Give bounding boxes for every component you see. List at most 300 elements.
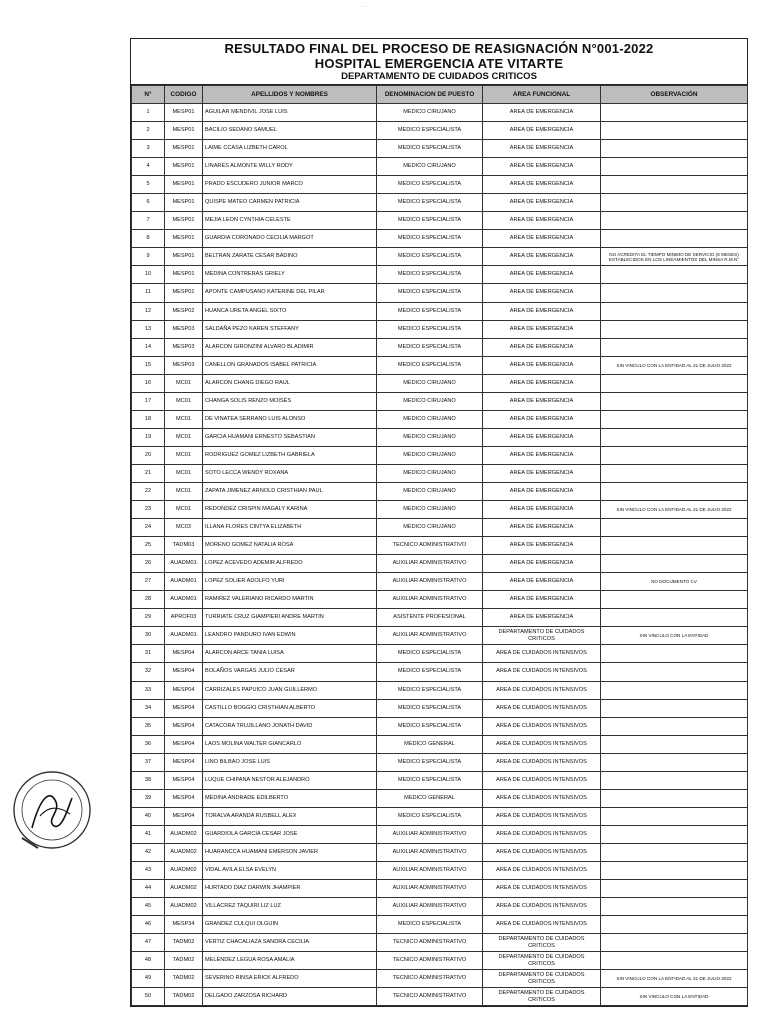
row-observation: SIN VINCULO CON LA ENTIDAD AL 31 DE JULIO 2022 — [601, 970, 748, 988]
row-area: AREA DE CUIDADOS INTENSIVOS — [483, 699, 601, 717]
table-row — [132, 970, 748, 988]
row-name: AGUILAR MENDIVIL JOSE LUIS — [203, 104, 377, 122]
row-area: AREA DE EMERGENCIA — [483, 464, 601, 482]
row-observation: SIN VINCULO CON LA ENTIDAD — [601, 988, 748, 1006]
row-number: 1 — [132, 104, 165, 122]
row-name: MELENDEZ LEGUA ROSA AMALIA — [203, 952, 377, 970]
row-code: MESP01 — [165, 104, 203, 122]
row-position: MEDICO ESPECIALISTA — [377, 699, 483, 717]
col-header-position: DENOMINACION DE PUESTO — [377, 86, 483, 104]
row-name: MEDINA CONTRERAS GRIELY — [203, 266, 377, 284]
row-area: AREA DE EMERGENCIA — [483, 609, 601, 627]
row-area: AREA DE CUIDADOS INTENSIVOS — [483, 789, 601, 807]
row-position: MEDICO ESPECIALISTA — [377, 771, 483, 789]
row-code: MESP01 — [165, 176, 203, 194]
row-code: MESP04 — [165, 681, 203, 699]
row-position: TECNICO ADMINISTRATIVO — [377, 934, 483, 952]
table-row — [132, 699, 748, 717]
row-code: TADM02 — [165, 970, 203, 988]
row-observation — [601, 663, 748, 681]
row-observation — [601, 717, 748, 735]
row-code: MC01 — [165, 464, 203, 482]
table-row — [132, 880, 748, 898]
row-number: 14 — [132, 338, 165, 356]
row-observation: SIN VINCULO CON LA ENTIDAD AL 31 DE JULIO 2022 — [601, 501, 748, 519]
row-position: MEDICO ESPECIALISTA — [377, 212, 483, 230]
row-area: AREA DE EMERGENCIA — [483, 555, 601, 573]
row-observation — [601, 482, 748, 500]
row-area: AREA DE CUIDADOS INTENSIVOS — [483, 843, 601, 861]
row-position: MEDICO ESPECIALISTA — [377, 807, 483, 825]
row-name: RAMIREZ VALERIANO RICARDO MARTIN — [203, 591, 377, 609]
row-number: 2 — [132, 122, 165, 140]
row-position: MEDICO ESPECIALISTA — [377, 916, 483, 934]
row-position: MEDICO ESPECIALISTA — [377, 140, 483, 158]
row-name: LINARES ALMONTE WILLY RODY — [203, 158, 377, 176]
row-area: AREA DE EMERGENCIA — [483, 338, 601, 356]
row-name: ALARCON CHANG DIEGO RAUL — [203, 374, 377, 392]
row-observation — [601, 537, 748, 555]
row-position: MEDICO CIRUJANO — [377, 446, 483, 464]
document-title: RESULTADO FINAL DEL PROCESO DE REASIGNACIÓN N°001-2022 — [224, 41, 654, 56]
row-area: AREA DE EMERGENCIA — [483, 266, 601, 284]
row-area: AREA DE CUIDADOS INTENSIVOS — [483, 753, 601, 771]
row-number: 42 — [132, 843, 165, 861]
row-area: AREA DE EMERGENCIA — [483, 392, 601, 410]
row-area: AREA DE EMERGENCIA — [483, 482, 601, 500]
row-area: AREA DE CUIDADOS INTENSIVOS — [483, 825, 601, 843]
table-row — [132, 464, 748, 482]
row-number: 30 — [132, 627, 165, 645]
row-code: AUADM02 — [165, 825, 203, 843]
row-observation — [601, 681, 748, 699]
row-area: AREA DE CUIDADOS INTENSIVOS — [483, 735, 601, 753]
row-observation — [601, 519, 748, 537]
row-observation — [601, 807, 748, 825]
row-position: MEDICO CIRUJANO — [377, 501, 483, 519]
row-name: HUANCA URETA ANGEL SIXTO — [203, 302, 377, 320]
row-name: VERTIZ CHACALIAZA SANDRA CECILIA — [203, 934, 377, 952]
row-number: 9 — [132, 248, 165, 266]
row-number: 4 — [132, 158, 165, 176]
row-code: TADM02 — [165, 988, 203, 1006]
table-row — [132, 176, 748, 194]
row-number: 33 — [132, 681, 165, 699]
row-name: LOPEZ ACEVEDO ADEMIR ALFREDO — [203, 555, 377, 573]
table-row — [132, 627, 748, 645]
table-row — [132, 248, 748, 266]
row-name: SEVERINO RINSA ERICK ALFREDO — [203, 970, 377, 988]
row-name: MORENO GOMEZ NATALIA ROSA — [203, 537, 377, 555]
row-code: MESP01 — [165, 194, 203, 212]
row-area: DEPARTAMENTO DE CUIDADOS CRITICOS — [483, 970, 601, 988]
row-number: 17 — [132, 392, 165, 410]
row-area: AREA DE EMERGENCIA — [483, 302, 601, 320]
row-area: AREA DE CUIDADOS INTENSIVOS — [483, 681, 601, 699]
row-name: APONTE CAMPUSANO KATERINE DEL PILAR — [203, 284, 377, 302]
row-code: TADM02 — [165, 934, 203, 952]
row-code: MESP04 — [165, 699, 203, 717]
table-row — [132, 266, 748, 284]
row-name: LUQUE CHIPANA NESTOR ALEJANDRO — [203, 771, 377, 789]
row-position: MEDICO GENERAL — [377, 789, 483, 807]
row-number: 36 — [132, 735, 165, 753]
table-body — [132, 104, 748, 1006]
row-observation — [601, 428, 748, 446]
row-position: MEDICO ESPECIALISTA — [377, 176, 483, 194]
row-position: MEDICO CIRUJANO — [377, 374, 483, 392]
row-name: LOPEZ SOLIER ADOLFO YURI — [203, 573, 377, 591]
row-position: MEDICO CIRUJANO — [377, 519, 483, 537]
table-row — [132, 573, 748, 591]
row-area: AREA DE CUIDADOS INTENSIVOS — [483, 880, 601, 898]
row-name: GRANDEZ CULQUI OLGUIN — [203, 916, 377, 934]
row-code: APROF03 — [165, 609, 203, 627]
row-number: 25 — [132, 537, 165, 555]
table-row — [132, 320, 748, 338]
col-header-code: CODIGO — [165, 86, 203, 104]
row-observation — [601, 771, 748, 789]
table-row — [132, 771, 748, 789]
row-observation — [601, 591, 748, 609]
row-number: 38 — [132, 771, 165, 789]
row-position: MEDICO ESPECIALISTA — [377, 356, 483, 374]
row-position: MEDICO GENERAL — [377, 735, 483, 753]
row-number: 21 — [132, 464, 165, 482]
row-number: 10 — [132, 266, 165, 284]
row-position: MEDICO CIRUJANO — [377, 482, 483, 500]
row-code: MESP04 — [165, 789, 203, 807]
row-code: AUADM01 — [165, 555, 203, 573]
row-number: 15 — [132, 356, 165, 374]
row-name: ILLANA FLORES CINTYA ELIZABETH — [203, 519, 377, 537]
row-observation — [601, 230, 748, 248]
row-code: AUADM02 — [165, 880, 203, 898]
row-observation — [601, 212, 748, 230]
row-code: MESP04 — [165, 753, 203, 771]
table-row — [132, 446, 748, 464]
row-name: ALARCON ARCE TANIA LUISA — [203, 645, 377, 663]
official-seal-signature — [10, 768, 94, 852]
row-position: MEDICO ESPECIALISTA — [377, 230, 483, 248]
col-header-name: APELLIDOS Y NOMBRES — [203, 86, 377, 104]
row-position: AUXILIAR ADMINISTRATIVO — [377, 627, 483, 645]
row-position: MEDICO ESPECIALISTA — [377, 302, 483, 320]
row-name: CATACORA TRUJILLANO JONATH DAVID — [203, 717, 377, 735]
row-position: MEDICO ESPECIALISTA — [377, 663, 483, 681]
row-name: CANELLON GRANADOS ISABEL PATRICIA — [203, 356, 377, 374]
row-observation — [601, 880, 748, 898]
row-code: AUADM02 — [165, 861, 203, 879]
row-position: MEDICO CIRUJANO — [377, 428, 483, 446]
row-name: CARRIZALES PAPUICO JUAN GUILLERMO — [203, 681, 377, 699]
row-area: AREA DE CUIDADOS INTENSIVOS — [483, 771, 601, 789]
row-observation: NO ACREDITA EL TIEMPO MINIMO DE SERVICIO (6 MESES) ESTABLECIDOS EN LOS LINEAMIENTOS DEL MINSA R.M.N° — [601, 248, 748, 266]
row-name: SALDAÑA PEZO KAREN STEFFANY — [203, 320, 377, 338]
row-observation: SIN VINCULO CON LA ENTIDAD AL 31 DE JULIO 2022 — [601, 356, 748, 374]
row-observation — [601, 194, 748, 212]
scan-mark: ····· — [360, 4, 367, 9]
row-name: BELTRAN ZARATE CESAR BADINO — [203, 248, 377, 266]
department-name: DEPARTAMENTO DE CUIDADOS CRITICOS — [341, 71, 537, 82]
row-name: SOTO LECCA WENDY ROXANA — [203, 464, 377, 482]
row-area: AREA DE EMERGENCIA — [483, 122, 601, 140]
row-code: MESP01 — [165, 212, 203, 230]
row-name: VIDAL AVILA ELSA EVELYN — [203, 861, 377, 879]
table-row — [132, 537, 748, 555]
table-row — [132, 428, 748, 446]
row-observation — [601, 176, 748, 194]
row-code: MC01 — [165, 446, 203, 464]
row-number: 28 — [132, 591, 165, 609]
row-position: ASISTENTE PROFESIONAL — [377, 609, 483, 627]
row-observation — [601, 898, 748, 916]
row-area: AREA DE EMERGENCIA — [483, 537, 601, 555]
table-row — [132, 591, 748, 609]
table-row — [132, 609, 748, 627]
row-area: AREA DE EMERGENCIA — [483, 374, 601, 392]
row-position: MEDICO CIRUJANO — [377, 158, 483, 176]
row-name: MEJIA LEON CYNTHIA CELESTE — [203, 212, 377, 230]
row-position: MEDICO ESPECIALISTA — [377, 753, 483, 771]
row-observation — [601, 609, 748, 627]
row-number: 8 — [132, 230, 165, 248]
row-code: AUADM01 — [165, 591, 203, 609]
row-area: AREA DE EMERGENCIA — [483, 248, 601, 266]
row-number: 7 — [132, 212, 165, 230]
table-row — [132, 284, 748, 302]
row-area: AREA DE CUIDADOS INTENSIVOS — [483, 717, 601, 735]
row-observation — [601, 699, 748, 717]
row-area: AREA DE EMERGENCIA — [483, 158, 601, 176]
row-number: 40 — [132, 807, 165, 825]
row-name: MEDINA ANDRADE EDILBERTO — [203, 789, 377, 807]
row-code: MC01 — [165, 428, 203, 446]
table-row — [132, 988, 748, 1006]
row-code: MESP04 — [165, 645, 203, 663]
row-position: AUXILIAR ADMINISTRATIVO — [377, 861, 483, 879]
row-area: AREA DE CUIDADOS INTENSIVOS — [483, 663, 601, 681]
table-row — [132, 898, 748, 916]
row-observation — [601, 916, 748, 934]
row-observation — [601, 861, 748, 879]
row-number: 39 — [132, 789, 165, 807]
row-number: 23 — [132, 501, 165, 519]
row-position: TECNICO ADMINISTRATIVO — [377, 970, 483, 988]
table-header-row — [132, 86, 748, 104]
row-number: 24 — [132, 519, 165, 537]
table-row — [132, 140, 748, 158]
row-number: 45 — [132, 898, 165, 916]
row-code: MESP04 — [165, 663, 203, 681]
row-position: MEDICO CIRUJANO — [377, 392, 483, 410]
row-observation — [601, 320, 748, 338]
row-code: MESP01 — [165, 230, 203, 248]
row-number: 19 — [132, 428, 165, 446]
col-header-number: N° — [132, 86, 165, 104]
row-name: TORALVA ARANDA RUSBELL ALEX — [203, 807, 377, 825]
row-position: MEDICO ESPECIALISTA — [377, 194, 483, 212]
row-name: PRADO ESCUDERO JUNIOR MARCO — [203, 176, 377, 194]
row-observation — [601, 645, 748, 663]
row-position: MEDICO ESPECIALISTA — [377, 338, 483, 356]
row-area: AREA DE EMERGENCIA — [483, 591, 601, 609]
row-area: DEPARTAMENTO DE CUIDADOS CRITICOS — [483, 952, 601, 970]
row-observation — [601, 735, 748, 753]
row-observation — [601, 555, 748, 573]
row-number: 48 — [132, 952, 165, 970]
row-position: AUXILIAR ADMINISTRATIVO — [377, 825, 483, 843]
row-name: ALARCON GIRONZINI ALVARO BLADIMIR — [203, 338, 377, 356]
row-name: DE VINATEA SERRANO LUIS ALONSO — [203, 410, 377, 428]
row-position: MEDICO ESPECIALISTA — [377, 320, 483, 338]
row-number: 44 — [132, 880, 165, 898]
row-observation: SIN VINCULO CON LA ENTIDAD — [601, 627, 748, 645]
row-observation — [601, 302, 748, 320]
row-number: 20 — [132, 446, 165, 464]
row-area: AREA DE EMERGENCIA — [483, 573, 601, 591]
row-area: AREA DE EMERGENCIA — [483, 104, 601, 122]
row-area: AREA DE EMERGENCIA — [483, 410, 601, 428]
row-position: AUXILIAR ADMINISTRATIVO — [377, 843, 483, 861]
table-row — [132, 410, 748, 428]
row-observation — [601, 410, 748, 428]
row-number: 37 — [132, 753, 165, 771]
results-sheet — [130, 38, 748, 1007]
row-code: MC03 — [165, 519, 203, 537]
row-position: AUXILIAR ADMINISTRATIVO — [377, 898, 483, 916]
row-name: DELGADO ZARZOSA RICHARD — [203, 988, 377, 1006]
row-observation — [601, 104, 748, 122]
row-code: MESP04 — [165, 771, 203, 789]
row-name: ZAPATA JIMENEZ ARNOLD CRISTHIAN PAUL — [203, 482, 377, 500]
row-name: HUARANCCA HUAMANI EMERSON JAVIER — [203, 843, 377, 861]
row-area: DEPARTAMENTO DE CUIDADOS CRITICOS — [483, 988, 601, 1006]
row-position: AUXILIAR ADMINISTRATIVO — [377, 555, 483, 573]
row-number: 22 — [132, 482, 165, 500]
row-position: MEDICO ESPECIALISTA — [377, 266, 483, 284]
table-row — [132, 681, 748, 699]
row-name: RODRIGUEZ GOMEZ LIZBETH GABRIELA — [203, 446, 377, 464]
row-area: AREA DE CUIDADOS INTENSIVOS — [483, 807, 601, 825]
table-row — [132, 807, 748, 825]
row-observation — [601, 266, 748, 284]
table-row — [132, 843, 748, 861]
row-name: LAOS MOLINA WALTER GIANCARLO — [203, 735, 377, 753]
row-position: AUXILIAR ADMINISTRATIVO — [377, 573, 483, 591]
row-area: AREA DE EMERGENCIA — [483, 320, 601, 338]
row-observation: NO DOCUMENTO CV — [601, 573, 748, 591]
table-row — [132, 212, 748, 230]
row-number: 3 — [132, 140, 165, 158]
row-observation — [601, 753, 748, 771]
row-name: LEANDRO PANDURO IVAN EDWIN — [203, 627, 377, 645]
row-code: MESP03 — [165, 338, 203, 356]
row-code: MESP34 — [165, 916, 203, 934]
table-row — [132, 916, 748, 934]
table-row — [132, 861, 748, 879]
row-position: MEDICO ESPECIALISTA — [377, 681, 483, 699]
row-number: 6 — [132, 194, 165, 212]
table-row — [132, 825, 748, 843]
row-area: AREA DE EMERGENCIA — [483, 501, 601, 519]
table-row — [132, 392, 748, 410]
row-code: MC01 — [165, 410, 203, 428]
row-name: HURTADO DIAZ DARWIN JHAMPIER — [203, 880, 377, 898]
row-observation — [601, 789, 748, 807]
row-observation — [601, 122, 748, 140]
row-number: 5 — [132, 176, 165, 194]
table-row — [132, 789, 748, 807]
results-table — [131, 85, 748, 1006]
row-observation — [601, 140, 748, 158]
row-observation — [601, 158, 748, 176]
row-code: MESP01 — [165, 248, 203, 266]
row-code: MESP01 — [165, 158, 203, 176]
row-code: MESP03 — [165, 320, 203, 338]
table-row — [132, 735, 748, 753]
row-code: AUADM02 — [165, 898, 203, 916]
row-code: AUADM01 — [165, 627, 203, 645]
table-row — [132, 158, 748, 176]
row-number: 34 — [132, 699, 165, 717]
row-code: AUADM02 — [165, 843, 203, 861]
table-row — [132, 338, 748, 356]
row-number: 41 — [132, 825, 165, 843]
row-number: 27 — [132, 573, 165, 591]
row-name: VILLACREZ TAQUIRI LIZ LUZ — [203, 898, 377, 916]
row-name: CHANGA SOLIS RENZO MOISÉS — [203, 392, 377, 410]
row-observation — [601, 392, 748, 410]
row-code: MESP04 — [165, 807, 203, 825]
row-area: AREA DE EMERGENCIA — [483, 446, 601, 464]
row-number: 32 — [132, 663, 165, 681]
row-observation — [601, 446, 748, 464]
row-number: 18 — [132, 410, 165, 428]
hospital-name: HOSPITAL EMERGENCIA ATE VITARTE — [314, 56, 564, 71]
row-observation — [601, 464, 748, 482]
row-area: AREA DE EMERGENCIA — [483, 140, 601, 158]
row-position: MEDICO ESPECIALISTA — [377, 717, 483, 735]
row-position: MEDICO CIRUJANO — [377, 104, 483, 122]
row-code: MESP02 — [165, 302, 203, 320]
row-number: 13 — [132, 320, 165, 338]
table-row — [132, 104, 748, 122]
table-row — [132, 194, 748, 212]
row-name: LAIME CCASA LIZBETH CAROL — [203, 140, 377, 158]
row-number: 31 — [132, 645, 165, 663]
row-number: 12 — [132, 302, 165, 320]
table-row — [132, 230, 748, 248]
row-name: BACILIO SEDANO SAMUEL — [203, 122, 377, 140]
row-number: 49 — [132, 970, 165, 988]
row-number: 29 — [132, 609, 165, 627]
row-position: AUXILIAR ADMINISTRATIVO — [377, 880, 483, 898]
row-area: AREA DE EMERGENCIA — [483, 284, 601, 302]
row-code: MC01 — [165, 482, 203, 500]
table-row — [132, 482, 748, 500]
table-row — [132, 122, 748, 140]
table-row — [132, 717, 748, 735]
row-code: MC01 — [165, 374, 203, 392]
row-code: MESP03 — [165, 356, 203, 374]
row-area: AREA DE EMERGENCIA — [483, 194, 601, 212]
row-position: MEDICO CIRUJANO — [377, 410, 483, 428]
row-area: AREA DE CUIDADOS INTENSIVOS — [483, 898, 601, 916]
row-code: MESP01 — [165, 266, 203, 284]
row-observation — [601, 338, 748, 356]
row-code: AUADM01 — [165, 573, 203, 591]
